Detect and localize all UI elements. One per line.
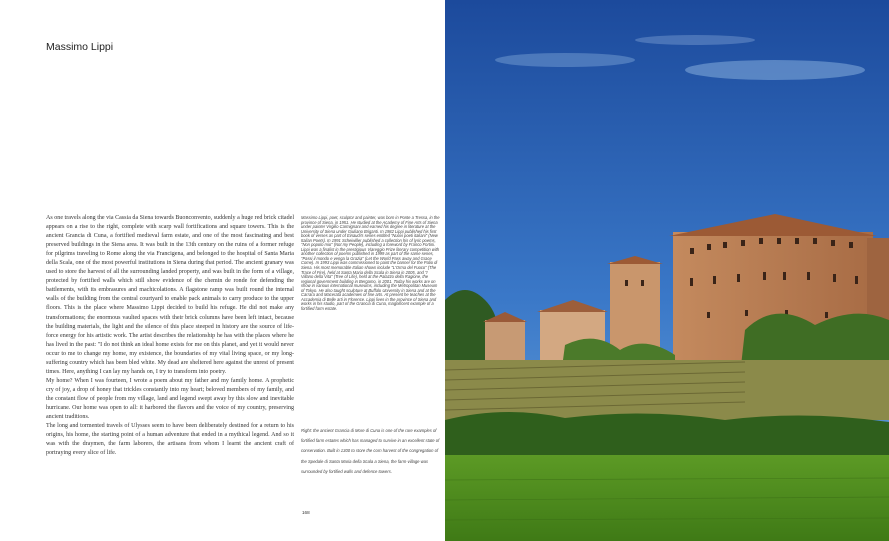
main-text-column <box>46 214 294 458</box>
main-paragraph-2: My home? When I was fourteen, I wrote a poem about my father and my family home. A prophetic cry of joy, a drop of honey that trickles constantly into my heart; beloved members of my family, and the constant flow of people from my village, land and legend swept away by this slow and inevitable hurricane. Our home was open to all: it harbored the flavors and the voice of my country, preserving ancient traditions. <box>46 377 294 421</box>
photo-caption: Right: the ancient Grancia di More di Cuna is one of the rare examples of fortified farm estates which has managed to survive in an excellent state of conservation. Built in 1300 to store the corn harvest of the congregation of the Spedale di Santa Maria della Scala a Siena, the farm-village was surrounded by fortified walls and defence towers. <box>301 428 440 474</box>
castle-photograph <box>445 0 889 541</box>
main-paragraph-3: The long and tormented travels of Ulysses seem to have been deliberately destined for a return to his origins, his home, the starting point of a human adventure that ended in a mythical legend. And so it was with the draymen, the farm laborers, the artisans from whom I learnt the ancient craft of portraying every slice of life. <box>46 423 294 457</box>
author-title: Massimo Lippi <box>46 41 114 53</box>
main-paragraph-1: As one travels along the via Cassia da Siena towards Buonconvento, suddenly a huge red brick citadel appears on a rise to the right, complete with scarp wall fortifications and square towers. This is the ancient Grancia di Cuna, a fortified medieval farm estate, and one of the most fascinating and best preserved buildings in the Siena area. It was built in the 13th century on the ruins of a former refuge for pilgrims traveling to Rome along the via Francigena, and belonged to the hospital of Santa Maria della Scala, one of the most powerful institutions in Siena during that period. The ancient granary was used to store the harvest of all the surrounding landed property, and was built in the form of a village, protected by fortified walls which still show evidence of the chemin de ronde for defending the battlements, with its embrasures and machicolations. A flagstone ramp was built round the internal walls of the building from the central courtyard to enable pack animals to carry produce to the upper floors. This is the place where Massimo Lippi decided to build his refuge. He did not make any transformations; the enormous vaulted spaces with their brick columns have been left intact, because the building materials, the light and the silence of this place steeped in history are the source of life-force energy for his artistic work. The artist describes the relationship he has with the places where he has lived in the past: "I do not think an ideal home exists for me on this planet, and yet it would never occur to me to change my home, my existence, the boundaries of my vital living space, or my long-suffering country which has been bled white. My dead are sheltered here against the unrest of present times. Here, anything I can lay my hands on, I try to transform into poetry. <box>46 215 294 375</box>
artist-biography: Massimo Lippi, poet, sculptor and painter, was born in Ponte a Tressa, in the province of Siena, in 1951. He studied at the Academy of Fine Arts of Siena under painter Virgilio Carmignani and earned his degree in literature at the University of Siena under Giuliano Briganti. In 1982 Lippi published his first book of verses as part of Einaudi's series entitled "Nuovi poeti italiani" (New Italian Poets). In 1991 Scheiwiller published a collection his of lyric poems, "Non popolo mio" (Not my People), including a foreword by Franco Fortini. Lippi was a finalist in the prestigious Viareggio Prize literary competition with another collection of poems published in 1999 as part of the same series, "Passi il mondo e venga la Grazia" (Let the World Pass away and Grace Come). In 1993 Lippi was commissioned to paint the banner for the Palio di Siena. His most memorable Italian shows include "L'Orma del Fuoco" (The Trace of Fire), held at Santa Maria della Scala in Siena in 2005, and "I Villano della Vita" (Tree of Life), held at the Palazzo della Ragione, the regional government building in Bergamo, in 2001. Today his works are on show in various international museums, including the Metropolitan Museum of Tokyo. He also taught sculpture at Buffalo University in Siena and at the Carrara and Macerata academies of fine arts. At present he teaches at the Accademia di Belle arti in Florence. Lippi lives in the province of Siena and works in his studio, part of the Grancia di Cuna, magnificent example of a fortified farm estate. <box>301 215 440 311</box>
page-number: 168 <box>302 510 310 515</box>
